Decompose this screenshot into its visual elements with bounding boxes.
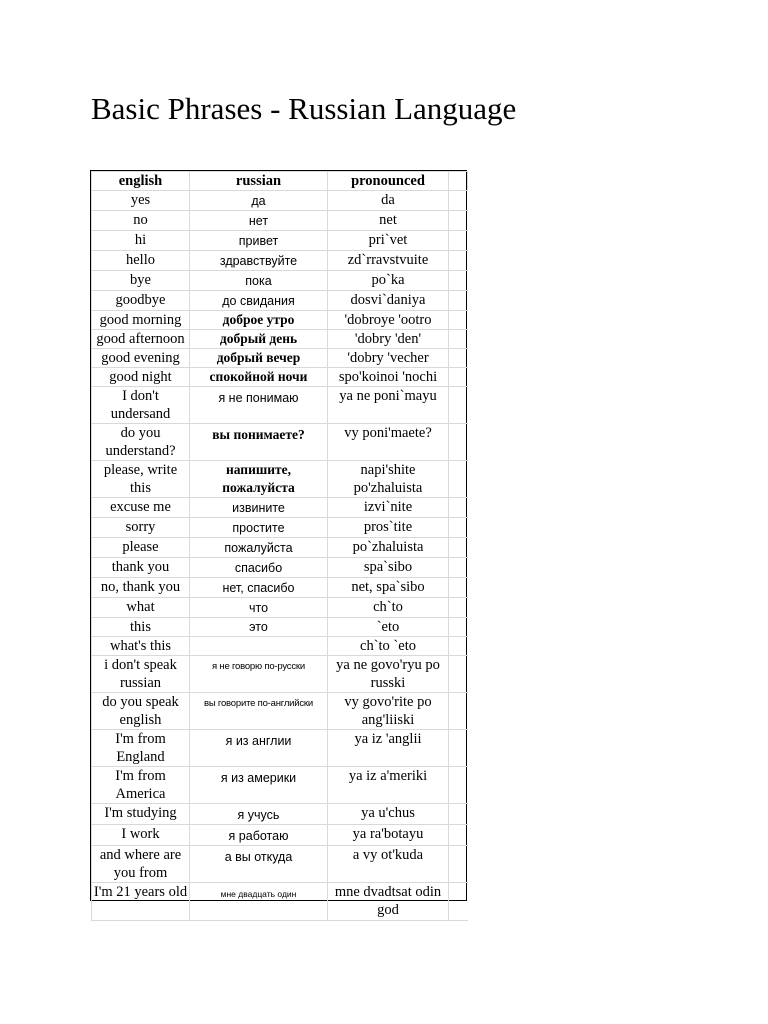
english-cell: hello: [92, 251, 190, 271]
english-cell: do you speak english: [92, 693, 190, 730]
header-russian: russian: [190, 172, 328, 191]
empty-cell: [449, 578, 468, 598]
table-row: [92, 693, 468, 730]
russian-cell: привет: [190, 231, 328, 251]
russian-cell: простите: [190, 518, 328, 538]
english-cell: no, thank you: [92, 578, 190, 598]
table-row: [92, 804, 468, 825]
page-title: Basic Phrases - Russian Language: [91, 91, 517, 126]
english-cell: goodbye: [92, 291, 190, 311]
empty-cell: [449, 461, 468, 498]
empty-cell: [449, 368, 468, 387]
russian-cell: я из англии: [190, 730, 328, 767]
russian-cell: спокойной ночи: [190, 368, 328, 387]
pronounced-cell: mne dvadtsat odin god: [328, 883, 449, 921]
table-row: [92, 271, 468, 291]
english-cell: bye: [92, 271, 190, 291]
russian-cell: извините: [190, 498, 328, 518]
table-row: [92, 231, 468, 251]
pronounced-cell: `eto: [328, 618, 449, 637]
table-row: [92, 424, 468, 461]
empty-cell: [449, 656, 468, 693]
empty-cell: [449, 558, 468, 578]
empty-cell: [449, 330, 468, 349]
english-cell: please: [92, 538, 190, 558]
english-cell: thank you: [92, 558, 190, 578]
english-cell: do you understand?: [92, 424, 190, 461]
pronounced-cell: ya iz 'anglii: [328, 730, 449, 767]
table-row: [92, 368, 468, 387]
russian-cell: вы говорите по-английски: [190, 693, 328, 730]
russian-cell: нет, спасибо: [190, 578, 328, 598]
russian-cell: мне двадцать один: [190, 883, 328, 921]
empty-cell: [449, 618, 468, 637]
table-row: [92, 538, 468, 558]
empty-cell: [449, 598, 468, 618]
header-row: [92, 172, 468, 191]
empty-cell: [449, 804, 468, 825]
russian-cell: а вы откуда: [190, 846, 328, 883]
empty-cell: [449, 424, 468, 461]
pronounced-cell: spa`sibo: [328, 558, 449, 578]
table-row: [92, 518, 468, 538]
table-row: [92, 656, 468, 693]
pronounced-cell: ch`to: [328, 598, 449, 618]
empty-cell: [449, 191, 468, 211]
english-cell: I'm studying: [92, 804, 190, 825]
phrase-table: [91, 171, 468, 921]
table-row: [92, 461, 468, 498]
pronounced-cell: net, spa`sibo: [328, 578, 449, 598]
table-row: [92, 498, 468, 518]
table-row: [92, 311, 468, 330]
english-cell: please, write this: [92, 461, 190, 498]
english-cell: good morning: [92, 311, 190, 330]
table-row: [92, 387, 468, 424]
english-cell: hi: [92, 231, 190, 251]
empty-cell: [449, 538, 468, 558]
russian-cell: что: [190, 598, 328, 618]
table-row: [92, 637, 468, 656]
empty-cell: [449, 211, 468, 231]
table-row: [92, 767, 468, 804]
english-cell: i don't speak russian: [92, 656, 190, 693]
pronounced-cell: a vy ot'kuda: [328, 846, 449, 883]
table-row: [92, 883, 468, 921]
english-cell: I'm from England: [92, 730, 190, 767]
table-row: [92, 330, 468, 349]
english-cell: and where are you from: [92, 846, 190, 883]
pronounced-cell: ya ne poni`mayu: [328, 387, 449, 424]
table-row: [92, 251, 468, 271]
table-row: [92, 825, 468, 846]
empty-cell: [449, 349, 468, 368]
table-row: [92, 618, 468, 637]
header-pronounced: pronounced: [328, 172, 449, 191]
table-row: [92, 846, 468, 883]
empty-cell: [449, 518, 468, 538]
pronounced-cell: po`ka: [328, 271, 449, 291]
english-cell: what: [92, 598, 190, 618]
english-cell: yes: [92, 191, 190, 211]
russian-cell: я учусь: [190, 804, 328, 825]
english-cell: I work: [92, 825, 190, 846]
empty-cell: [449, 251, 468, 271]
phrase-table-frame: [90, 170, 467, 918]
russian-cell: здравствуйте: [190, 251, 328, 271]
russian-cell: я не говорю по-русски: [190, 656, 328, 693]
empty-cell: [449, 825, 468, 846]
pronounced-cell: po`zhaluista: [328, 538, 449, 558]
table-row: [92, 598, 468, 618]
empty-cell: [449, 271, 468, 291]
empty-cell: [449, 767, 468, 804]
table-row: [92, 578, 468, 598]
pronounced-cell: 'dobry 'vecher: [328, 349, 449, 368]
russian-cell: я не понимаю: [190, 387, 328, 424]
english-cell: good evening: [92, 349, 190, 368]
pronounced-cell: ya u'chus: [328, 804, 449, 825]
russian-cell: пока: [190, 271, 328, 291]
english-cell: what's this: [92, 637, 190, 656]
table-row: [92, 349, 468, 368]
empty-cell: [449, 291, 468, 311]
russian-cell: вы понимаете?: [190, 424, 328, 461]
english-cell: I'm from America: [92, 767, 190, 804]
empty-cell: [449, 883, 468, 921]
pronounced-cell: ya iz a'meriki: [328, 767, 449, 804]
russian-cell: добрый вечер: [190, 349, 328, 368]
pronounced-cell: ya ra'botayu: [328, 825, 449, 846]
empty-cell: [449, 387, 468, 424]
pronounced-cell: 'dobroye 'ootro: [328, 311, 449, 330]
russian-cell: я работаю: [190, 825, 328, 846]
table-row: [92, 558, 468, 578]
table-row: [92, 291, 468, 311]
table-row: [92, 211, 468, 231]
pronounced-cell: ch`to `eto: [328, 637, 449, 656]
russian-cell: [190, 637, 328, 656]
pronounced-cell: vy govo'rite po ang'liiski: [328, 693, 449, 730]
empty-cell: [449, 498, 468, 518]
english-cell: this: [92, 618, 190, 637]
pronounced-cell: pri`vet: [328, 231, 449, 251]
pronounced-cell: dosvi`daniya: [328, 291, 449, 311]
pronounced-cell: da: [328, 191, 449, 211]
russian-cell: доброе утро: [190, 311, 328, 330]
english-cell: good night: [92, 368, 190, 387]
russian-cell: спасибо: [190, 558, 328, 578]
empty-cell: [449, 693, 468, 730]
pronounced-cell: ya ne govo'ryu po russki: [328, 656, 449, 693]
empty-cell: [449, 231, 468, 251]
russian-cell: я из америки: [190, 767, 328, 804]
empty-cell: [449, 730, 468, 767]
russian-cell: добрый день: [190, 330, 328, 349]
pronounced-cell: pros`tite: [328, 518, 449, 538]
pronounced-cell: napi'shite po'zhaluista: [328, 461, 449, 498]
russian-cell: да: [190, 191, 328, 211]
pronounced-cell: zd`rravstvuite: [328, 251, 449, 271]
pronounced-cell: vy poni'maete?: [328, 424, 449, 461]
russian-cell: напишите, пожалуйста: [190, 461, 328, 498]
english-cell: I'm 21 years old: [92, 883, 190, 921]
russian-cell: это: [190, 618, 328, 637]
english-cell: good afternoon: [92, 330, 190, 349]
empty-cell: [449, 846, 468, 883]
english-cell: I don't undersand: [92, 387, 190, 424]
english-cell: no: [92, 211, 190, 231]
russian-cell: нет: [190, 211, 328, 231]
pronounced-cell: net: [328, 211, 449, 231]
table-row: [92, 191, 468, 211]
header-empty: [449, 172, 468, 191]
pronounced-cell: 'dobry 'den': [328, 330, 449, 349]
english-cell: sorry: [92, 518, 190, 538]
russian-cell: пожалуйста: [190, 538, 328, 558]
table-row: [92, 730, 468, 767]
russian-cell: до свидания: [190, 291, 328, 311]
empty-cell: [449, 311, 468, 330]
empty-cell: [449, 637, 468, 656]
header-english: english: [92, 172, 190, 191]
pronounced-cell: izvi`nite: [328, 498, 449, 518]
english-cell: excuse me: [92, 498, 190, 518]
pronounced-cell: spo'koinoi 'nochi: [328, 368, 449, 387]
